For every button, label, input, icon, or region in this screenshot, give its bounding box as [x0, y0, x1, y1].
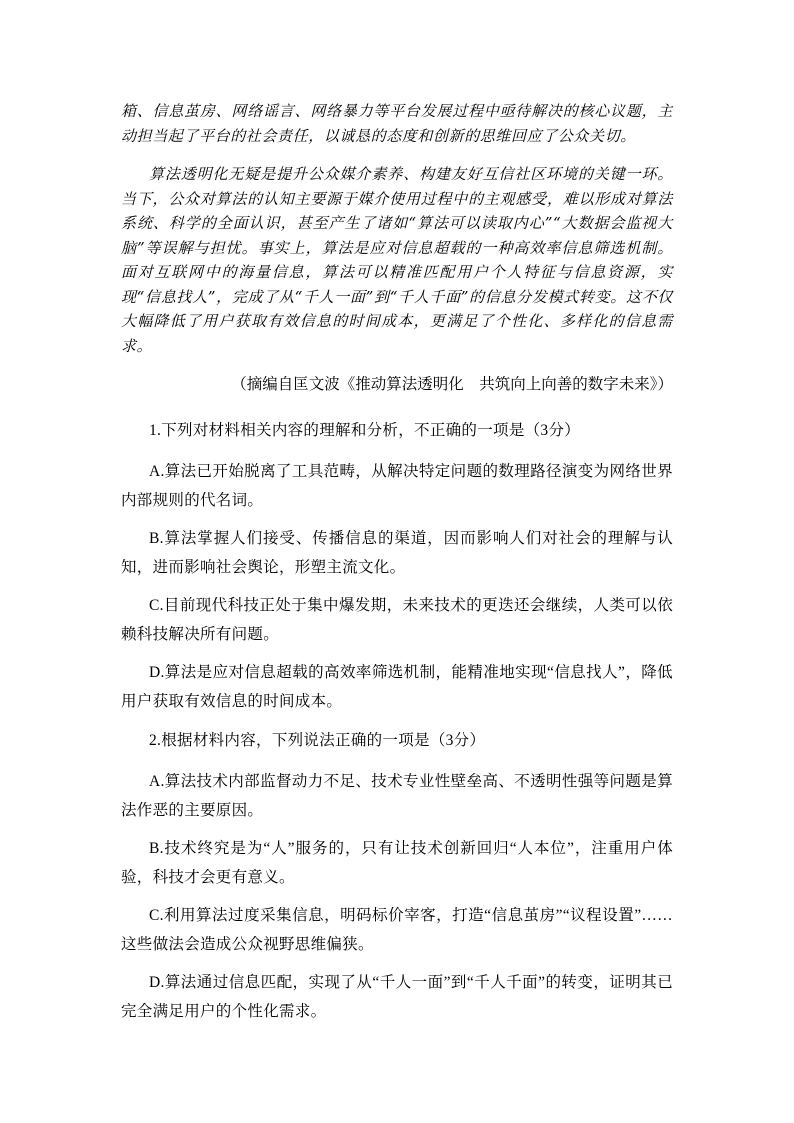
question-2-option-b: B.技术终究是为“人”服务的，只有让技术创新回归“人本位”，注重用户体验，科技才会更有意义。: [121, 840, 673, 886]
question-2-option-a: A.算法技术内部监督动力不足、技术专业性壁垒高、不透明性强等问题是算法作恶的主要原因。: [121, 773, 673, 819]
question-2-stem: 2.根据材料内容，下列说法正确的一项是（3分）: [149, 732, 486, 749]
question-2-option-d: D.算法通过信息匹配，实现了从“千人一面”到“千人千面”的转变，证明其已完全满足用户的个性化需求。: [121, 974, 673, 1020]
question-1-stem: 1.下列对材料相关内容的理解和分析，不正确的一项是（3分）: [149, 422, 581, 439]
question-1-option-c: C.目前现代科技正处于集中爆发期，未来技术的更迭还会继续，人类可以依赖科技解决所有问题。: [121, 597, 673, 643]
passage-paragraph-algorithm-transparency: 算法透明化无疑是提升公众媒介素养、构建友好互信社区环境的关键一环。当下，公众对算法的认知主要源于媒介使用过程中的主观感受，难以形成对算法系统、科学的全面认识，甚至产生了诸如“算法可以读取内心”“大数据会监视大脑”等误解与担忧。事实上，算法是应对信息超载的一种高效率信息筛选机制。面对互联网中的海量信息，算法可以精准匹配用户个人特征与信息资源，实现“信息找人”，完成了从“千人一面”到“千人千面”的信息分发模式转变。这不仅大幅降低了用户获取有效信息的时间成本，更满足了个性化、多样化的信息需求。: [121, 165, 673, 355]
passage-source-citation: （摘编自匡文波《推动算法透明化 共筑向上向善的数字未来》）: [231, 376, 673, 393]
question-2-option-c: C.利用算法过度采集信息，明码标价宰客，打造“信息茧房”“议程设置”……这些做法会造成公众视野思维偏狭。: [121, 907, 673, 953]
question-1-option-d: D.算法是应对信息超载的高效率筛选机制，能精准地实现“信息找人”，降低用户获取有效信息的时间成本。: [121, 664, 673, 710]
passage-paragraph-continued: 箱、信息茧房、网络谣言、网络暴力等平台发展过程中亟待解决的核心议题，主动担当起了平台的社会责任，以诚恳的态度和创新的思维回应了公众关切。: [121, 102, 673, 145]
question-1-option-b: B.算法掌握人们接受、传播信息的渠道，因而影响人们对社会的理解与认知，进而影响社会舆论，形塑主流文化。: [121, 530, 673, 576]
question-1-option-a: A.算法已开始脱离了工具范畴，从解决特定问题的数理路径演变为网络世界内部规则的代名词。: [121, 463, 673, 509]
